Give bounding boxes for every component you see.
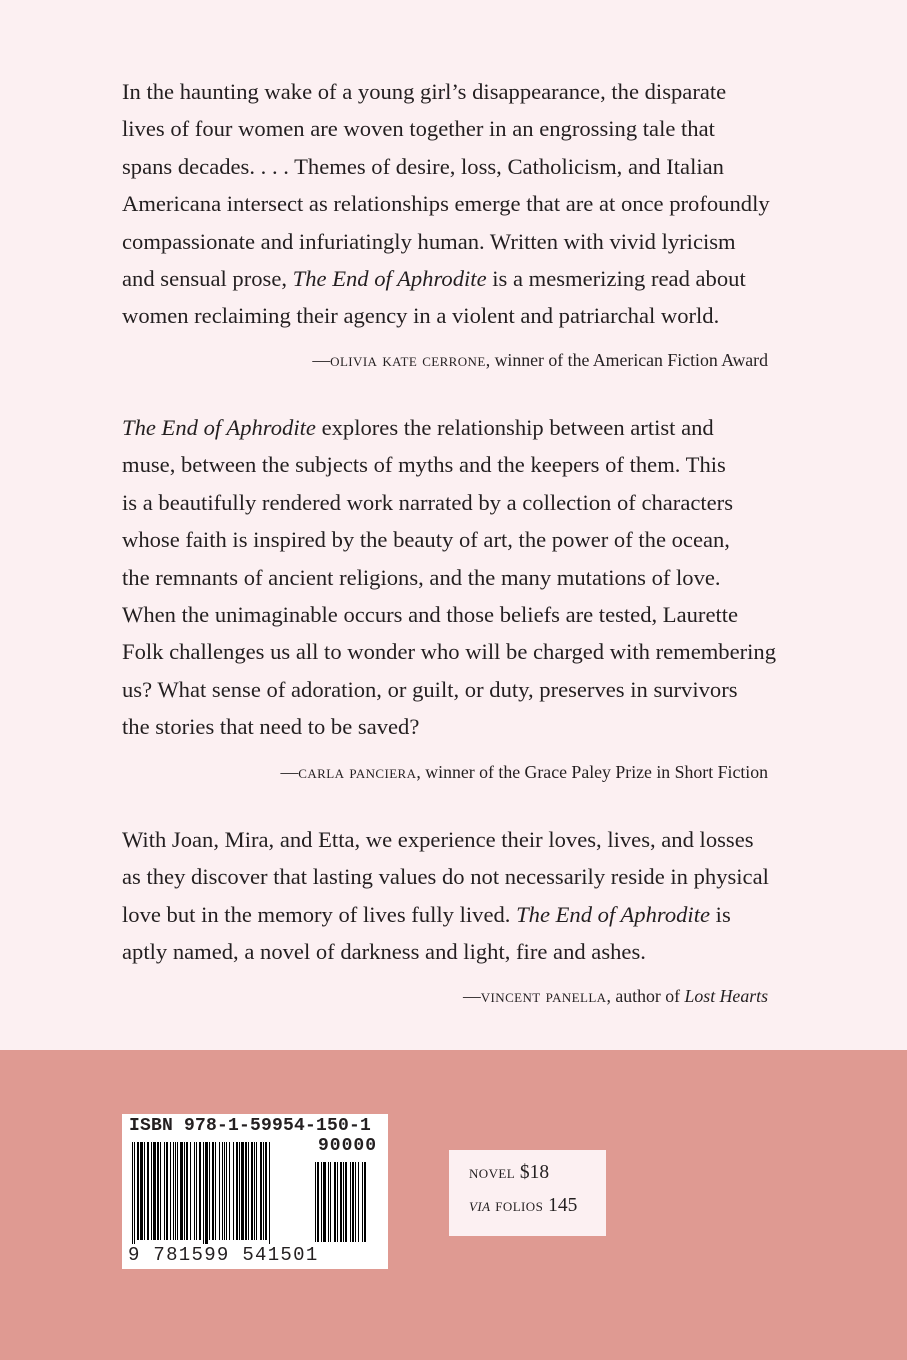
- reviewer-credential: , author of: [606, 986, 685, 1006]
- barcode-bar: [358, 1162, 359, 1242]
- price-amount: $18: [519, 1162, 550, 1183]
- blurb-line: In the haunting wake of a young girl’s disappearance, the disparate: [122, 79, 727, 104]
- barcode-bar: [144, 1142, 145, 1240]
- barcode-bar: [209, 1142, 210, 1240]
- blurb-text: love but in the memory of lives fully lived.: [122, 901, 517, 927]
- blurb-line: the remnants of ancient religions, and the many mutations of love.: [122, 564, 721, 590]
- isbn-label: ISBN 978-1-59954-150-1: [129, 1116, 372, 1136]
- barcode-bar: [199, 1142, 201, 1240]
- barcode-bar: [173, 1142, 174, 1240]
- blurb-line: muse, between the subjects of myths and the keepers of them. This: [122, 452, 726, 478]
- barcode-bar: [166, 1142, 168, 1240]
- barcode-bar: [364, 1162, 366, 1242]
- reviewer-name: carla panciera: [298, 763, 417, 783]
- blurb-line: is a beautifully rendered work narrated by a collection of characters: [122, 489, 734, 515]
- barcode-bar: [157, 1142, 159, 1240]
- blurb-text: is: [710, 901, 731, 927]
- barcode-bar: [170, 1142, 171, 1240]
- barcode-addon-number: 90000: [318, 1136, 378, 1156]
- barcode-bar: [205, 1142, 208, 1252]
- reviewer-book-title: Lost Hearts: [684, 986, 768, 1006]
- attribution-dash: —: [280, 762, 299, 782]
- barcode-bar: [254, 1142, 255, 1240]
- barcode-bar: [241, 1142, 244, 1240]
- blurb-line: [122, 260, 774, 297]
- isbn-barcode: [122, 1114, 388, 1269]
- barcode-bar: [190, 1142, 191, 1240]
- blurb-line: Folk challenges us all to wonder who will be charged with remembering: [122, 639, 777, 665]
- blurb-text: explores the relationship between artist and: [315, 415, 714, 440]
- barcode-bar: [236, 1142, 238, 1240]
- blurb-line: spans decades. . . . Themes of desire, loss, Catholicism, and Italian: [122, 153, 724, 179]
- barcode-bar: [160, 1142, 161, 1240]
- genre-price-line: [469, 1162, 549, 1184]
- blurb-line: With Joan, Mira, and Etta, we experience their loves, lives, and losses: [122, 827, 754, 852]
- blurb-text: is a mesmerizing read about: [486, 266, 746, 292]
- blurb-line: whose faith is inspired by the beauty of art, the power of the ocean,: [122, 527, 730, 553]
- blurb-line: Americana intersect as relationships emerge that are at once profoundly: [122, 191, 770, 217]
- barcode-bar: [321, 1162, 322, 1242]
- barcode-bar: [248, 1142, 249, 1240]
- barcode-bar: [340, 1162, 342, 1242]
- book-title: The End of Aphrodite: [122, 415, 316, 440]
- barcode-bar: [315, 1162, 316, 1242]
- publisher-name: via: [469, 1196, 491, 1216]
- barcode-bar: [222, 1142, 223, 1240]
- review-blurb-2: [122, 409, 777, 746]
- review-attribution-2: [281, 761, 768, 784]
- blurb-text: and sensual prose,: [122, 266, 293, 292]
- barcode-bar: [180, 1142, 183, 1240]
- barcode-bar: [265, 1142, 267, 1240]
- barcode-bar: [184, 1142, 185, 1240]
- series-name: folios: [495, 1196, 544, 1216]
- barcode-bar: [140, 1142, 143, 1240]
- barcode-bar: [226, 1142, 227, 1240]
- barcode-bar: [337, 1162, 338, 1242]
- blurb-line: When the unimaginable occurs and those beliefs are tested, Laurette: [122, 602, 739, 628]
- reviewer-name: olivia kate cerrone: [330, 351, 486, 371]
- barcode-bar: [215, 1142, 216, 1240]
- series-line: [469, 1195, 577, 1217]
- barcode-bar: [355, 1162, 356, 1242]
- barcode-bar: [177, 1142, 178, 1240]
- attribution-dash: —: [462, 986, 481, 1006]
- barcode-bar: [330, 1162, 331, 1242]
- barcode-bar: [151, 1142, 152, 1240]
- genre-label: novel: [469, 1163, 516, 1183]
- barcode-bar: [245, 1142, 247, 1240]
- barcode-bar: [256, 1142, 257, 1240]
- attribution-dash: —: [312, 350, 331, 370]
- addon-barcode-bars: [315, 1162, 381, 1254]
- barcode-bar: [153, 1142, 156, 1240]
- barcode-bar: [196, 1142, 197, 1240]
- barcode-bar: [229, 1142, 230, 1240]
- series-number: 145: [548, 1195, 578, 1216]
- barcode-bar: [269, 1142, 270, 1252]
- barcode-bar: [233, 1142, 234, 1240]
- barcode-bar: [186, 1142, 188, 1240]
- blurb-line: women reclaiming their agency in a violent and patriarchal world.: [122, 303, 720, 329]
- barcode-bar: [260, 1142, 262, 1240]
- barcode-bar: [212, 1142, 214, 1240]
- barcode-bar: [263, 1142, 264, 1240]
- barcode-bar: [251, 1142, 253, 1240]
- reviewer-name: vincent panella: [480, 987, 607, 1007]
- barcode-bar: [224, 1142, 225, 1240]
- barcode-bar: [137, 1142, 139, 1240]
- blurb-line: compassionate and infuriatingly human. Written with vivid lyricism: [122, 228, 736, 254]
- barcode-bar: [334, 1162, 336, 1242]
- barcode-bar: [194, 1142, 195, 1240]
- barcode-bar: [134, 1142, 135, 1252]
- blurb-line: us? What sense of adoration, or guilt, or duty, preserves in survivors: [122, 676, 738, 702]
- barcode-bar: [219, 1142, 220, 1240]
- book-title: The End of Aphrodite: [516, 901, 711, 927]
- barcode-bar: [203, 1142, 204, 1252]
- barcode-bar: [362, 1162, 363, 1242]
- blurb-line: aptly named, a novel of darkness and light, fire and ashes.: [122, 939, 646, 965]
- barcode-bar: [352, 1162, 354, 1242]
- blurb-line: the stories that need to be saved?: [122, 714, 420, 740]
- barcode-bar: [350, 1162, 351, 1242]
- barcode-bar: [323, 1162, 326, 1242]
- ean-barcode-bars: [132, 1142, 302, 1252]
- price-box: [449, 1150, 606, 1236]
- barcode-bar: [328, 1162, 329, 1242]
- ean-digits: 9 781599 541501: [128, 1244, 319, 1266]
- blurb-line: as they discover that lasting values do not necessarily reside in physical: [122, 864, 769, 890]
- barcode-bar: [317, 1162, 319, 1242]
- barcode-bar: [239, 1142, 240, 1240]
- book-title: The End of Aphrodite: [292, 266, 487, 292]
- review-attribution-3: [463, 985, 768, 1008]
- review-blurb-1: [122, 73, 774, 335]
- blurb-line: [122, 409, 774, 446]
- barcode-bar: [345, 1162, 347, 1242]
- barcode-bar: [343, 1162, 344, 1242]
- review-attribution-1: [312, 349, 768, 372]
- barcode-bar: [132, 1142, 133, 1252]
- reviewer-credential: , winner of the American Fiction Award: [485, 350, 768, 370]
- review-blurb-3: [122, 821, 774, 971]
- barcode-bar: [175, 1142, 176, 1240]
- barcode-bar: [147, 1142, 149, 1240]
- reviewer-credential: , winner of the Grace Paley Prize in Short Fiction: [416, 762, 768, 782]
- blurb-line: [122, 896, 774, 933]
- barcode-bar: [164, 1142, 165, 1240]
- blurb-line: lives of four women are woven together in an engrossing tale that: [122, 116, 715, 142]
